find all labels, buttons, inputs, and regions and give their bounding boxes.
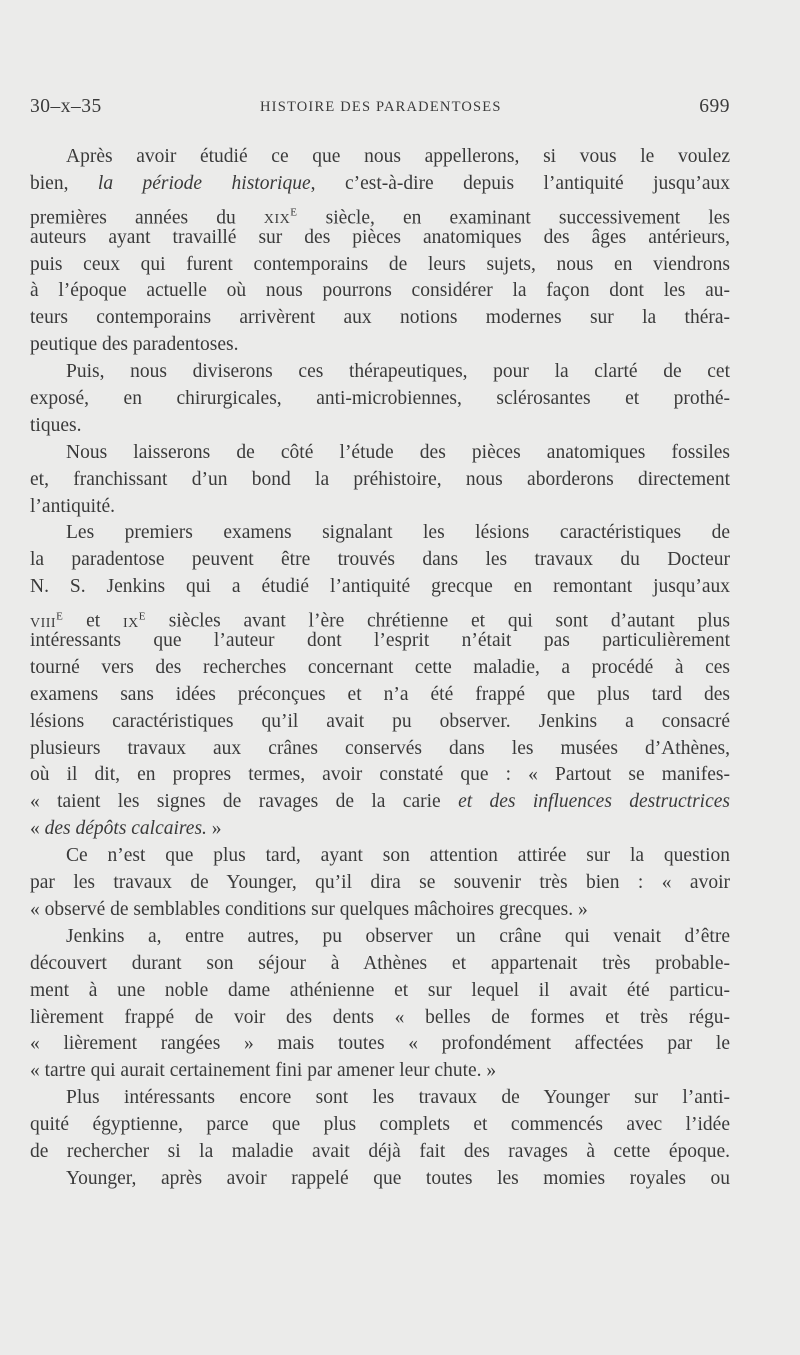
text-line: lièrement frappé de voir des dents « belles de formes et très régu- xyxy=(30,1006,730,1028)
text-line: teurs contemporains arrivèrent aux notions modernes sur la théra- xyxy=(30,307,730,329)
text-line: puis ceux qui furent contemporains de leurs sujets, nous en viendrons xyxy=(30,253,730,275)
text-line: premières années du xix$^e$ siècle, en examinant successivement les xyxy=(30,201,730,229)
text-line: tiques. xyxy=(30,414,82,436)
text-line: Plus intéressants encore sont les travaux de Younger sur l’anti- xyxy=(66,1087,730,1109)
text-line: Jenkins a, entre autres, pu observer un crâne qui venait d’être xyxy=(66,925,730,947)
text-line: Younger, après avoir rappelé que toutes les momies royales ou xyxy=(66,1167,730,1189)
text-line: auteurs ayant travaillé sur des pièces anatomiques des âges antérieurs, xyxy=(30,226,730,248)
text-line: Après avoir étudié ce que nous appellerons, si vous le voulez xyxy=(66,146,730,167)
text-line: Nous laisserons de côté l’étude des pièces anatomiques fossiles xyxy=(66,441,730,463)
text-line: examens sans idées préconçues et n’a été frappé que plus tard des xyxy=(30,683,730,705)
text-line: N. S. Jenkins qui a étudié l’antiquité grecque en remontant jusqu’aux xyxy=(30,576,730,598)
text-line: « tartre qui aurait certainement fini par amener leur chute. » xyxy=(30,1060,497,1082)
text-line: « lièrement rangées » mais toutes « profondément affectées par le xyxy=(30,1033,730,1055)
text-line: bien, la période historique, c’est-à-dire depuis l’antiquité jusqu’aux xyxy=(30,172,731,194)
header-date: 30–x–35 xyxy=(30,96,102,117)
text-line: par les travaux de Younger, qu’il dira se souvenir très bien : « avoir xyxy=(30,872,730,894)
text-line: la paradentose peuvent être trouvés dans les travaux du Docteur xyxy=(30,549,730,571)
text-line: de rechercher si la maladie avait déjà fait des ravages à cette époque. xyxy=(30,1140,730,1162)
body-text xyxy=(30,144,730,1193)
text-line: où il dit, en propres termes, avoir constaté que : « Partout se manifes- xyxy=(30,764,730,786)
text-line: intéressants que l’auteur dont l’esprit n’était pas particulièrement xyxy=(30,630,730,652)
text-line: peutique des paradentoses. xyxy=(30,334,239,356)
text-line: exposé, en chirurgicales, anti-microbiennes, sclérosantes et prothé- xyxy=(30,388,730,410)
header-title: HISTOIRE DES PARADENTOSES xyxy=(260,99,502,115)
text-line: ment à une noble dame athénienne et sur lequel il avait été particu- xyxy=(30,979,730,1001)
running-header xyxy=(30,96,730,126)
text-line: quité égyptienne, parce que plus complets et commencés avec l’idée xyxy=(30,1114,730,1136)
text-line: l’antiquité. xyxy=(30,495,116,517)
text-line: découvert durant son séjour à Athènes et appartenait très probable- xyxy=(30,952,730,974)
text-line: et, franchissant d’un bond la préhistoire, nous aborderons directement xyxy=(30,468,730,490)
page-number: 699 xyxy=(699,96,730,117)
text-line: tourné vers des recherches concernant cette maladie, a procédé à ces xyxy=(30,656,730,678)
text-line: Les premiers examens signalant les lésions caractéristiques de xyxy=(66,522,730,544)
text-line: plusieurs travaux aux crânes conservés dans les musées d’Athènes, xyxy=(30,737,730,759)
text-line: « des dépôts calcaires. » xyxy=(30,818,222,840)
text-line: Ce n’est que plus tard, ayant son attention attirée sur la question xyxy=(66,845,730,867)
text-line: « observé de semblables conditions sur quelques mâchoires grecques. » xyxy=(30,898,588,920)
text-line: à l’époque actuelle où nous pourrons considérer la façon dont les au- xyxy=(30,280,730,302)
text-line: lésions caractéristiques qu’il avait pu observer. Jenkins a consacré xyxy=(30,710,730,732)
text-line: viii$^e$ et $ix^e$ siècles avant l’ère chrétienne et qui sont d’autant plus xyxy=(30,605,731,632)
text-line: Puis, nous diviserons ces thérapeutiques, pour la clarté de cet xyxy=(66,361,730,383)
text-line: « taient les signes de ravages de la carie et des influences destructrices xyxy=(30,791,731,813)
